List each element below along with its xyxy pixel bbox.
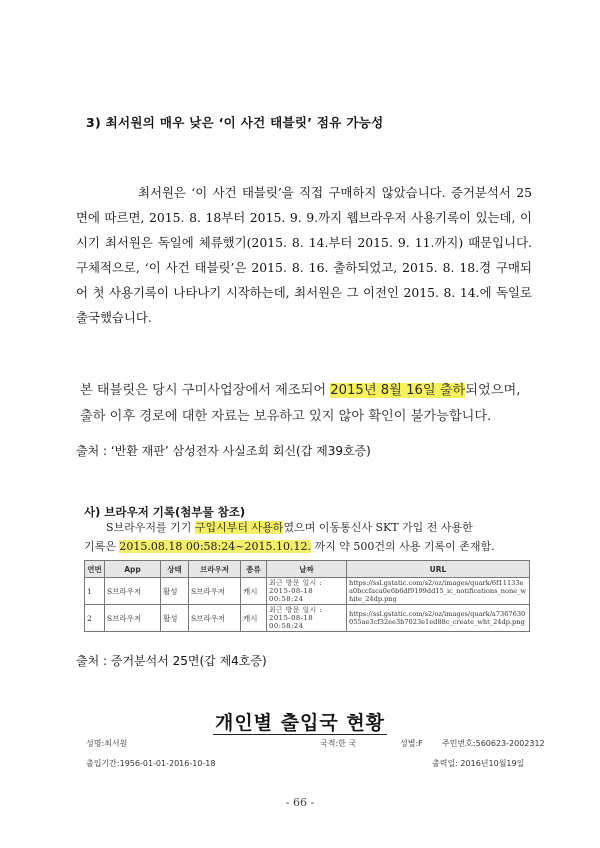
history-gender: 성별:F: [400, 739, 423, 748]
highlight-usage: 구입시부터 사용하: [194, 521, 284, 534]
table-header-cell: App: [105, 561, 161, 578]
table-cell: https://ssl.gstatic.com/s2/oz/images/quark/6f11133ea0bccfaca0e6b6df9199dd15_ic_notifications_none_white_24dp.png: [347, 578, 530, 605]
browser-record-title: 사) 브라우저 기록(첨부물 참조): [84, 505, 246, 519]
highlight-ship-date: 2015년 8월 16일 출하: [330, 383, 466, 398]
excerpt-line-1: [80, 378, 540, 404]
entry-exit-title: [0, 708, 600, 735]
table-cell: 2: [85, 605, 105, 632]
excerpt-text: 본 태블릿은 당시 구미사업장에서 제조되어: [80, 383, 331, 398]
table-header-cell: 브라우저: [189, 561, 241, 578]
record-text: 기록은: [84, 540, 120, 553]
record-text: 까지 약 500건의 사용 기록이 존재함.: [310, 540, 495, 553]
history-period: 출입기간:1956-01-01-2016-10-18: [86, 759, 216, 768]
body-paragraph: [76, 180, 532, 330]
section-heading: 3) 최서원의 매우 낮은 ‘이 사건 태블릿’ 점유 가능성: [86, 115, 384, 130]
record-text: 였으며 이동통신사 SKT 가입 전 사용한: [283, 521, 473, 534]
table-header-cell: 종류: [241, 561, 267, 578]
browser-record-line-2: [84, 537, 532, 556]
browser-record-text: [84, 518, 532, 556]
samsung-reply-excerpt: [80, 378, 540, 430]
record-text: S브라우저를 기기: [106, 521, 195, 534]
table-header-cell: 연번: [85, 561, 105, 578]
table-header-row: [85, 561, 530, 578]
excerpt-text: 되었으며,: [465, 383, 521, 398]
table-cell: S브라우저: [105, 605, 161, 632]
table-header-cell: 날짜: [267, 561, 347, 578]
browser-record-line-1: [84, 518, 532, 537]
highlight-date-range: 2015.08.18 00:58:24~2015.10.12.: [119, 540, 311, 553]
entry-exit-title-text: 개인별 출입국 현황: [214, 712, 386, 734]
table-cell: 최근 방문 일시 : 2015-08-18 00:58:24: [267, 605, 347, 632]
table-cell: 최근 방문 일시 : 2015-08-18 00:58:24: [267, 578, 347, 605]
table-cell: S브라우저: [105, 578, 161, 605]
table-cell: S브라우저: [189, 605, 241, 632]
table-cell: https://ssl.gstatic.com/s2/oz/images/quark/a7367630055ae3cf32ee3b7023e1ed88c_create_wht_24dp.png: [347, 605, 530, 632]
source-citation-2: 출처 : 증거분석서 25면(갑 제4호증): [76, 654, 267, 668]
table-cell: 활성: [161, 605, 189, 632]
source-citation-1: 출처 : ‘반환 재판’ 삼성전자 사실조회 회신(갑 제39호증): [76, 444, 371, 458]
page-number: - 66 -: [285, 796, 315, 809]
table-cell: 활성: [161, 578, 189, 605]
history-name: 성명:최서원: [86, 739, 128, 748]
table-cell: 1: [85, 578, 105, 605]
table-header-cell: 상태: [161, 561, 189, 578]
history-nationality: 국적:한 국: [320, 739, 357, 748]
excerpt-line-2: 출하 이후 경로에 대한 자료는 보유하고 있지 않아 확인이 불가능합니다.: [80, 409, 492, 424]
table-row: [85, 578, 530, 605]
history-print-date: 출력일: 2016년10월19일: [432, 759, 525, 768]
table-row: [85, 605, 530, 632]
table-cell: 캐시: [241, 605, 267, 632]
body-paragraph-text: 최서원은 ‘이 사건 태블릿’을 직접 구매하지 않았습니다. 증거분석서 25면에 따르면, 2015. 8. 18부터 2015. 9. 9.까지 웹브라우저 사용기록이 있는데, 이 시기 최서원은 독일에 체류했기(2015. 8. 14.부터 2015. 9. 11.까지) 때문입니다. 구체적으로, ‘이 사건 태블릿’은 2015. 8. 16. 출하되었고, 2015. 8. 18.경 구매되어 첫 사용기록이 나타나기 시작하는데, 최서원은 그 이전인 2015. 8. 14.에 독일로 출국했습니다.: [76, 185, 532, 325]
history-id-number: 주민번호:560623-2002312: [442, 739, 545, 748]
table-cell: 캐시: [241, 578, 267, 605]
table-header-cell: URL: [347, 561, 530, 578]
table-cell: S브라우저: [189, 578, 241, 605]
browser-log-table: [84, 560, 530, 632]
